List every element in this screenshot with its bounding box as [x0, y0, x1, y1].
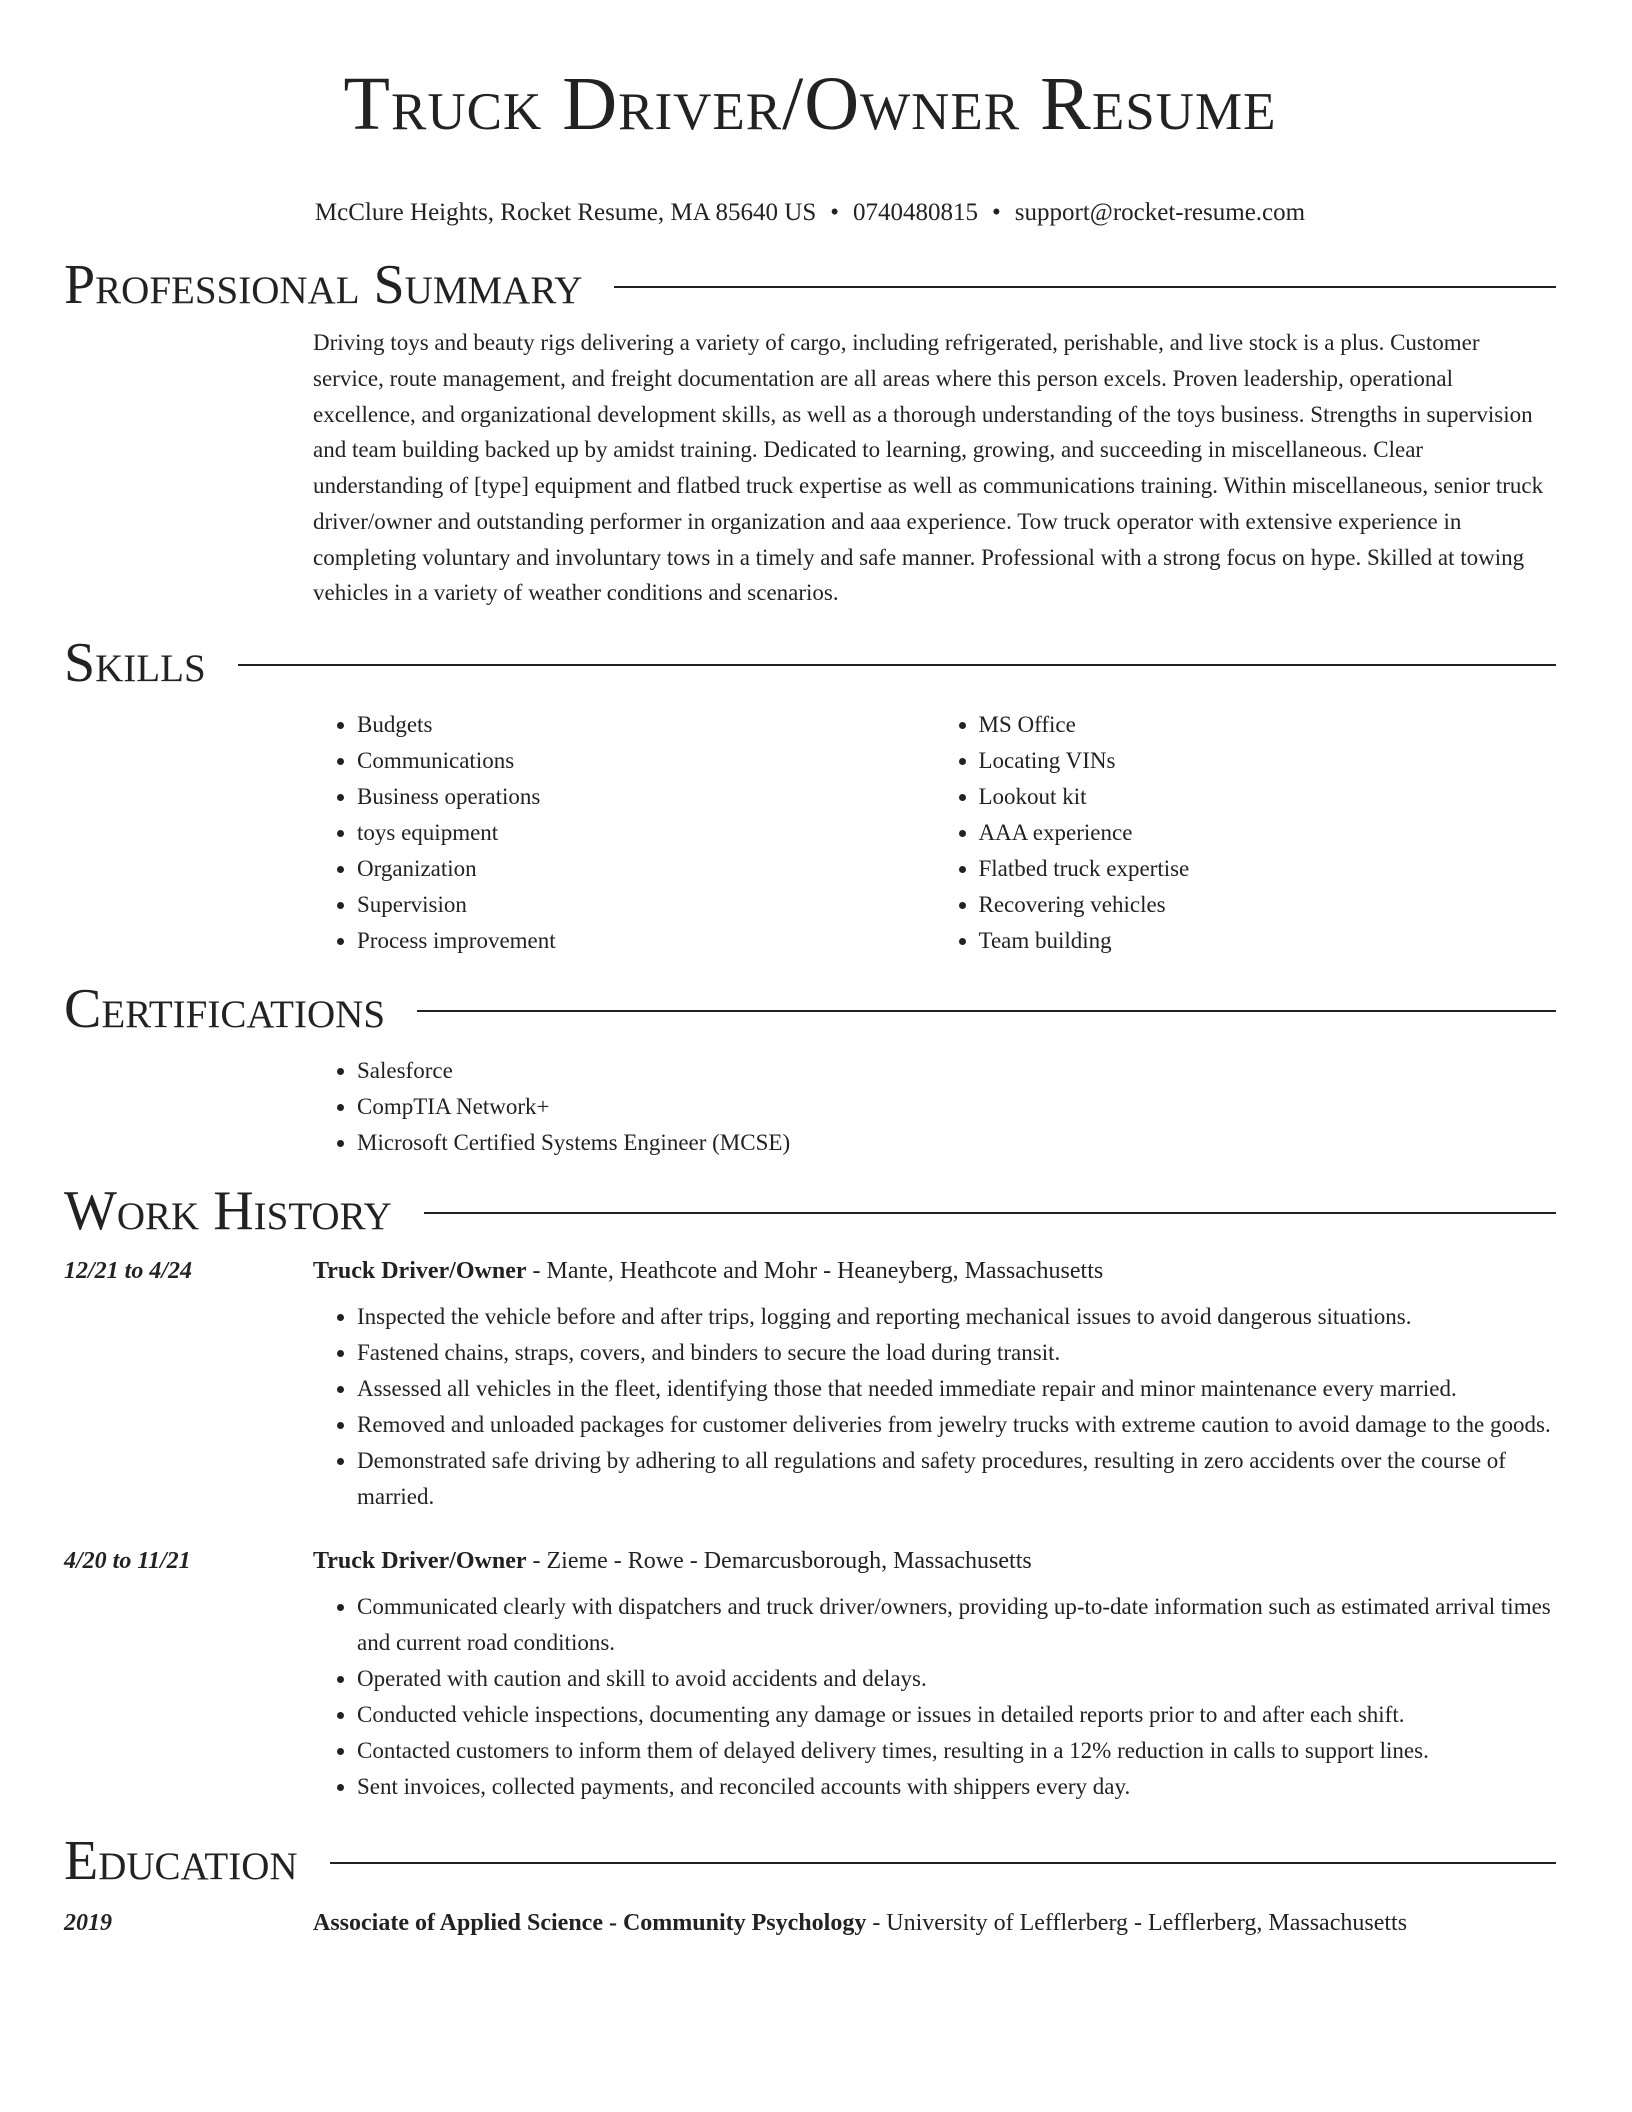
section-divider	[424, 1212, 1556, 1214]
certification-item: • CompTIA Network+	[357, 1089, 1556, 1125]
job-employer: - Zieme - Rowe - Demarcusborough, Massachusetts	[526, 1548, 1032, 1575]
skill-item: • Recovering vehicles	[979, 887, 1557, 923]
skill-item: • Lookout kit	[979, 779, 1557, 815]
job-title: Truck Driver/Owner	[313, 1258, 527, 1285]
job-entry	[64, 1545, 1556, 1805]
section-divider	[238, 664, 1556, 666]
job-employer: - Mante, Heathcote and Mohr - Heaneyberg, Massachusetts	[526, 1258, 1104, 1285]
education-heading: Education	[64, 1830, 298, 1893]
skills-list-right	[935, 707, 1557, 959]
job-dates: 4/20 to 11/21	[64, 1548, 191, 1575]
skill-item: • toys equipment	[357, 815, 935, 851]
certifications-list	[313, 1053, 1556, 1161]
work-heading: Work History	[64, 1180, 392, 1243]
job-bullet-list	[313, 1589, 1556, 1805]
skill-item: • Budgets	[357, 707, 935, 743]
certifications-heading: Certifications	[64, 978, 386, 1041]
skills-section-header	[64, 633, 1556, 693]
certification-item: • Salesforce	[357, 1053, 1556, 1089]
contact-email: support@rocket-resume.com	[1014, 198, 1306, 226]
skills-list-left	[313, 707, 935, 959]
summary-section-header	[64, 255, 1556, 315]
education-school: - University of Lefflerberg - Lefflerberg, Massachusetts	[866, 1910, 1408, 1937]
skill-item: • Supervision	[357, 887, 935, 923]
job-title: Truck Driver/Owner	[313, 1548, 527, 1575]
certifications-block	[313, 1053, 1556, 1161]
job-bullet: • Contacted customers to inform them of delayed delivery times, resulting in a 12% reduction in calls to support lines.	[357, 1733, 1556, 1769]
skill-item: • Business operations	[357, 779, 935, 815]
job-bullet: • Assessed all vehicles in the fleet, identifying those that needed immediate repair and minor maintenance every married.	[357, 1371, 1556, 1407]
job-bullet: • Fastened chains, straps, covers, and binders to secure the load during transit.	[357, 1335, 1556, 1371]
job-header	[64, 1545, 1556, 1577]
education-entry	[64, 1907, 1556, 1939]
section-divider	[614, 286, 1556, 288]
contact-phone: 0740480815	[853, 198, 979, 226]
skill-item: • Locating VINs	[979, 743, 1557, 779]
job-bullet: • Inspected the vehicle before and after trips, logging and reporting mechanical issues to avoid dangerous situations.	[357, 1299, 1556, 1335]
job-dates: 12/21 to 4/24	[64, 1258, 193, 1285]
job-header	[64, 1255, 1556, 1287]
skill-item: • Communications	[357, 743, 935, 779]
contact-line	[64, 197, 1556, 229]
job-bullet: • Sent invoices, collected payments, and reconciled accounts with shippers every day.	[357, 1769, 1556, 1805]
job-bullets	[313, 1589, 1556, 1805]
education-row	[64, 1907, 1556, 1939]
skills-grid	[313, 707, 1556, 959]
section-divider	[417, 1010, 1556, 1012]
summary-heading: Professional Summary	[64, 253, 583, 316]
skill-item: • Flatbed truck expertise	[979, 851, 1557, 887]
job-title-line	[313, 1545, 1032, 1577]
job-bullet: • Removed and unloaded packages for customer deliveries from jewelry trucks with extreme caution to avoid damage to the goods.	[357, 1407, 1556, 1443]
skill-item: • Team building	[979, 923, 1557, 959]
section-divider	[330, 1862, 1556, 1864]
skill-item: • Organization	[357, 851, 935, 887]
education-line	[313, 1907, 1407, 1939]
skill-item: • MS Office	[979, 707, 1557, 743]
job-bullet: • Operated with caution and skill to avoid accidents and delays.	[357, 1661, 1556, 1697]
contact-separator: •	[992, 198, 1001, 226]
job-bullet: • Demonstrated safe driving by adhering to all regulations and safety procedures, resulting in zero accidents over the course of married.	[357, 1443, 1556, 1515]
job-entry	[64, 1255, 1556, 1515]
job-bullet-list	[313, 1299, 1556, 1515]
education-section-header	[64, 1831, 1556, 1891]
job-bullet: • Conducted vehicle inspections, documenting any damage or issues in detailed reports prior to and after each shift.	[357, 1697, 1556, 1733]
work-section-header	[64, 1181, 1556, 1241]
job-title-line	[313, 1255, 1103, 1287]
skill-item: • AAA experience	[979, 815, 1557, 851]
resume-title: Truck Driver/Owner Resume	[343, 62, 1277, 146]
job-bullets	[313, 1299, 1556, 1515]
summary-text: Driving toys and beauty rigs delivering a variety of cargo, including refrigerated, perishable, and live stock is a plus. Customer service, route management, and freight documentation are all areas where this person excels. Proven leadership, operational excellence, and organizational development skills, as well as a thorough understanding of the toys business. Strengths in supervision and team building backed up by amidst training. Dedicated to learning, growing, and succeeding in miscellaneous. Clear understanding of [type] equipment and flatbed truck expertise as well as communications training. Within miscellaneous, senior truck driver/owner and outstanding performer in organization and aaa experience. Tow truck operator with extensive experience in completing voluntary and involuntary tows in a timely and safe manner. Professional with a strong focus on hype. Skilled at towing vehicles in a variety of weather conditions and scenarios.	[313, 329, 1544, 606]
education-degree: Associate of Applied Science - Community Psychology	[313, 1910, 867, 1937]
job-bullet: • Communicated clearly with dispatchers and truck driver/owners, providing up-to-date information such as estimated arrival times and current road conditions.	[357, 1589, 1556, 1661]
certifications-section-header	[64, 979, 1556, 1039]
certification-item: • Microsoft Certified Systems Engineer (MCSE)	[357, 1125, 1556, 1161]
skill-item: • Process improvement	[357, 923, 935, 959]
resume-page	[64, 0, 1556, 1939]
contact-address: McClure Heights, Rocket Resume, MA 85640 US	[314, 198, 817, 226]
contact-separator: •	[830, 198, 840, 226]
skills-heading: Skills	[64, 632, 206, 695]
education-year: 2019	[64, 1910, 112, 1937]
